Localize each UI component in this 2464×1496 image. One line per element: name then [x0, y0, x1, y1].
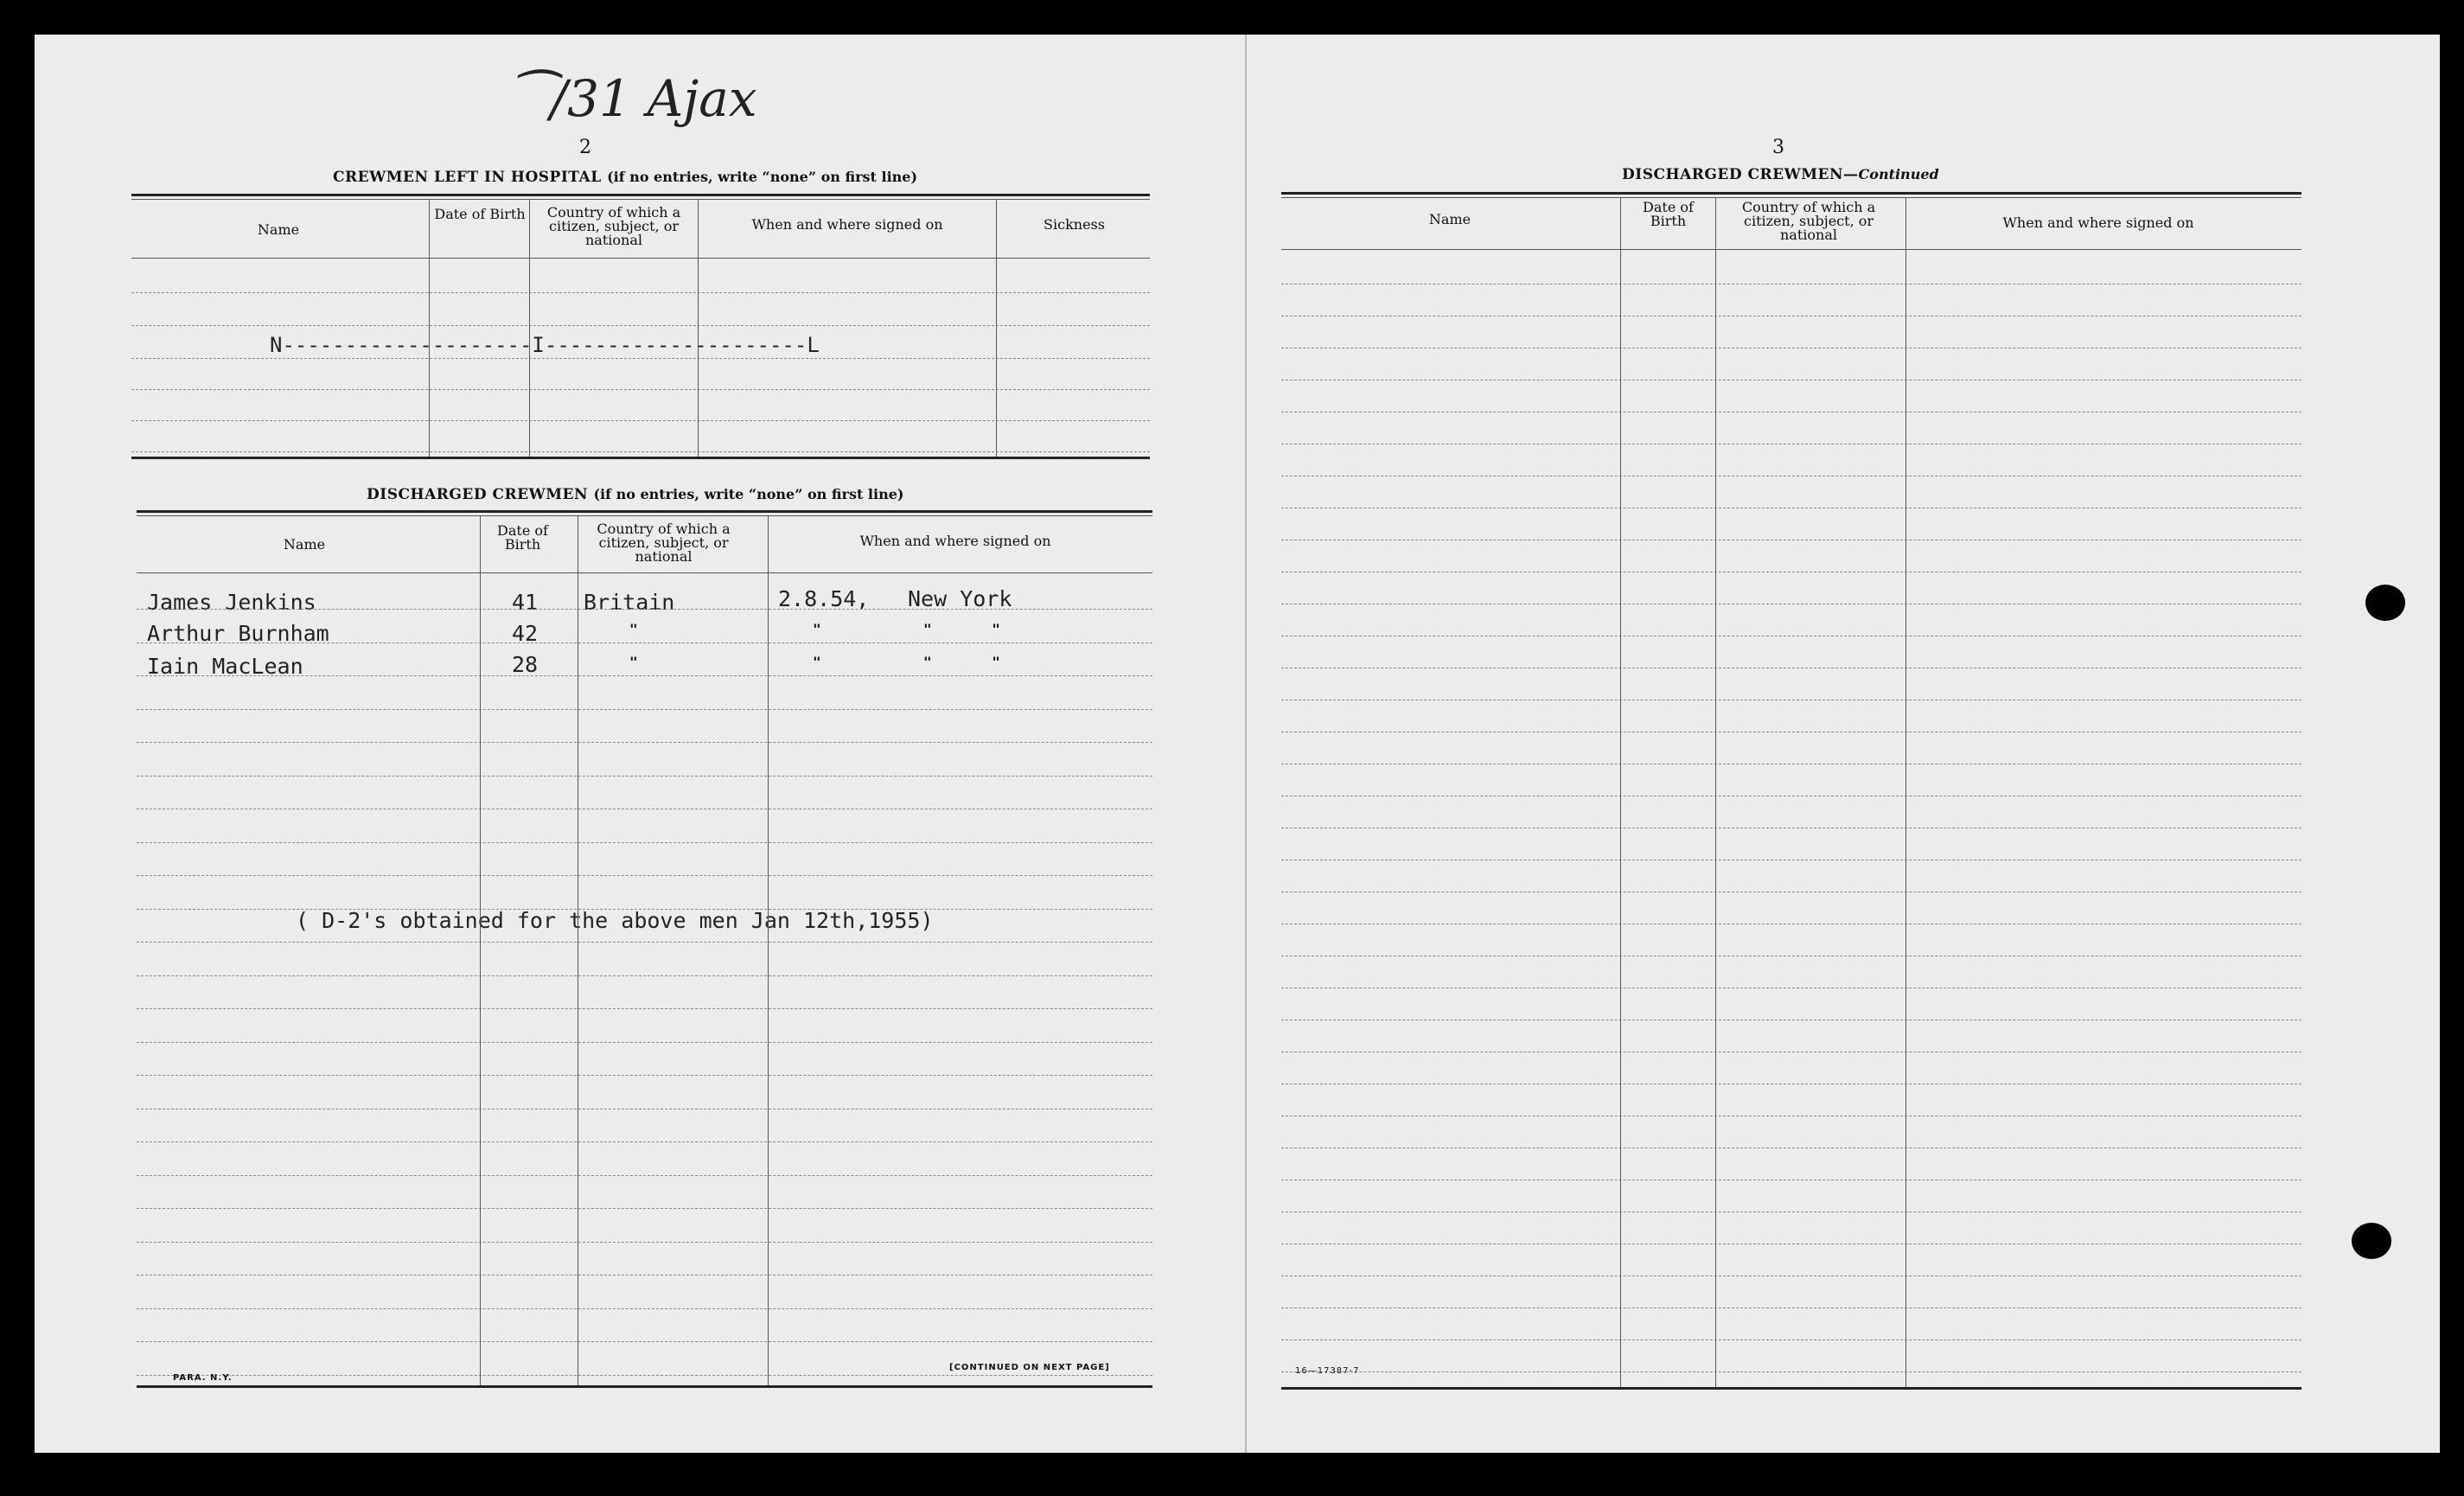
ruled-line [137, 1341, 1152, 1342]
ruled-line [137, 909, 1152, 910]
rule [131, 292, 1150, 293]
row-dob: 41 [512, 590, 539, 615]
col-dob: Date of Birth [1643, 199, 1694, 229]
row-dob: 42 [512, 621, 539, 646]
rule [137, 510, 1152, 513]
right-page [1245, 35, 2440, 1453]
col-divider [996, 199, 997, 457]
rule [131, 420, 1150, 421]
rule [1281, 192, 2301, 195]
row-signed-date: " [813, 654, 821, 670]
rule [137, 572, 1152, 573]
ruled-line [137, 975, 1152, 976]
col-sickness: Sickness [1044, 216, 1105, 233]
discharged-continued-title: DISCHARGED CREWMEN—Continued [1622, 166, 1939, 183]
ruled-line [137, 675, 1152, 676]
col-signed-on: When and where signed on [751, 216, 943, 233]
ruled-line [137, 942, 1152, 943]
col-divider [1905, 197, 1906, 1387]
rule [1281, 197, 2301, 198]
rule [137, 1385, 1152, 1388]
punch-hole [2352, 1223, 2391, 1259]
ruled-line [137, 1141, 1152, 1142]
row-name: Arthur Burnham [147, 621, 329, 646]
col-name: Name [1428, 211, 1471, 227]
rule [131, 457, 1150, 459]
ruled-line [1281, 1339, 2301, 1340]
col-country: Country of which a citizen, subject, or national [597, 521, 731, 565]
ruled-line [1281, 1371, 2301, 1372]
row-signed-date: 2.8.54, [778, 586, 870, 611]
ruled-line [137, 1042, 1152, 1043]
left-page [35, 35, 1245, 1453]
ruled-line [137, 709, 1152, 710]
rule [131, 358, 1150, 359]
rule [137, 515, 1152, 516]
col-signed-on: When and where signed on [2002, 214, 2194, 231]
row-signed-place: " " [923, 621, 1000, 637]
rule [131, 258, 1150, 259]
col-dob: Date of Birth [497, 522, 548, 553]
handwritten-ship-note: ⁀/31 Ajax [510, 69, 757, 128]
col-country: Country of which a citizen, subject, or national [1741, 199, 1876, 243]
col-signed-on: When and where signed on [859, 533, 1051, 549]
col-divider [529, 199, 530, 457]
col-divider [698, 199, 699, 457]
row-country: " [629, 621, 638, 637]
d2-note: ( D-2's obtained for the above men Jan 12th,1955) [296, 908, 934, 933]
row-signed-place: New York [908, 586, 1012, 611]
nil-entry: N--------------------I---------------------L [270, 333, 820, 357]
rule [131, 325, 1150, 326]
ruled-line [137, 842, 1152, 843]
ruled-line [1281, 1275, 2301, 1276]
col-divider [429, 199, 430, 457]
ruled-line [137, 1075, 1152, 1076]
continued-note: [CONTINUED ON NEXT PAGE] [949, 1363, 1110, 1372]
page-number: 3 [1772, 137, 1784, 158]
hospital-section-title: CREWMEN LEFT IN HOSPITAL (if no entries, write “none” on first line) [333, 169, 918, 186]
row-name: James Jenkins [147, 590, 316, 615]
form-number: 16—17387-7 [1295, 1366, 1360, 1376]
row-signed-place: " " [923, 654, 1000, 670]
ruled-line [137, 1308, 1152, 1309]
col-dob: Date of Birth [434, 206, 526, 222]
ruled-line [137, 742, 1152, 743]
ruled-line [1281, 1307, 2301, 1308]
col-divider [480, 515, 481, 1385]
col-name: Name [283, 536, 326, 553]
row-signed-date: " [813, 621, 821, 637]
col-divider [1620, 197, 1621, 1387]
ruled-line [1281, 1243, 2301, 1244]
row-name: Iain MacLean [147, 654, 303, 679]
discharged-section-title: DISCHARGED CREWMEN (if no entries, write “none” on first line) [367, 486, 904, 503]
footer-left: PARA. N.Y. [173, 1373, 233, 1383]
col-country: Country of which a citizen, subject, or national [546, 204, 681, 248]
rule [1281, 1387, 2301, 1390]
rule [131, 389, 1150, 390]
ruled-line [137, 875, 1152, 876]
page-number: 2 [579, 137, 591, 158]
ruled-line [137, 1242, 1152, 1243]
rule [131, 199, 1150, 200]
rule [131, 194, 1150, 196]
col-name: Name [257, 221, 300, 238]
ruled-line [137, 609, 1152, 610]
ruled-line [137, 1375, 1152, 1376]
ruled-line [137, 1008, 1152, 1009]
row-dob: 28 [512, 652, 539, 677]
rule [1281, 249, 2301, 250]
rule [131, 451, 1150, 452]
col-divider [768, 515, 769, 1385]
ruled-line [137, 1175, 1152, 1176]
ruled-line [137, 1208, 1152, 1209]
punch-hole [2365, 585, 2405, 621]
col-divider [1715, 197, 1716, 1387]
row-country: Britain [584, 590, 675, 615]
row-country: " [629, 654, 638, 670]
ruled-line [137, 776, 1152, 777]
